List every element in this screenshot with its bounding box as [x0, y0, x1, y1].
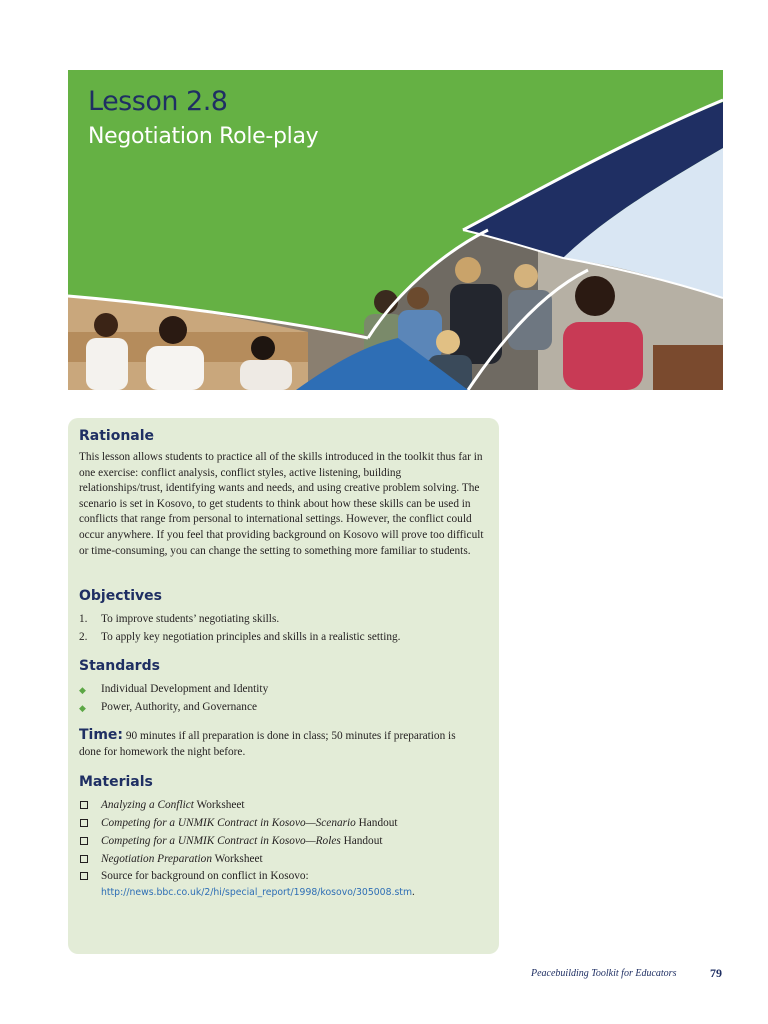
material-type: Worksheet: [211, 853, 263, 865]
material-title: Analyzing a Conflict: [101, 799, 194, 811]
source-label: Source for background on conflict in Kosovo:: [101, 870, 309, 882]
footer-publication-title: Peacebuilding Toolkit for Educators: [531, 968, 677, 979]
material-type: Handout: [355, 817, 398, 829]
checkbox-icon: [80, 872, 88, 880]
banner-graphic: [68, 70, 723, 390]
objectives-heading: Objectives: [79, 588, 162, 604]
lesson-title: Negotiation Role-play: [88, 124, 319, 149]
material-item: [79, 796, 489, 814]
objective-item: [79, 610, 489, 628]
time-text: 90 minutes if all preparation is done in class; 50 minutes if preparation is done for homework the night before.: [79, 730, 456, 758]
standard-text: Individual Development and Identity: [101, 683, 269, 695]
time-paragraph: [79, 728, 479, 760]
materials-list: [79, 796, 489, 901]
diamond-bullet-icon: ◆: [79, 685, 86, 695]
standard-item: [79, 698, 489, 716]
diamond-bullet-icon: ◆: [79, 703, 86, 713]
objective-number: 2.: [79, 631, 88, 643]
material-item: [79, 832, 489, 850]
source-link[interactable]: http://news.bbc.co.uk/2/hi/special_report/1998/kosovo/305008.stm: [101, 887, 413, 898]
time-label: Time:: [79, 727, 124, 743]
standards-heading: Standards: [79, 658, 160, 674]
material-title: Negotiation Preparation: [101, 853, 212, 865]
objective-item: [79, 628, 489, 646]
objective-number: 1.: [79, 613, 88, 625]
checkbox-icon: [80, 801, 88, 809]
standard-item: [79, 680, 489, 698]
checkbox-icon: [80, 819, 88, 827]
standards-list: [79, 680, 489, 716]
material-item: [79, 850, 489, 868]
source-period: .: [412, 886, 415, 898]
material-type: Worksheet: [193, 799, 245, 811]
material-type: Handout: [340, 835, 383, 847]
checkbox-icon: [80, 855, 88, 863]
objective-text: To apply key negotiation principles and skills in a realistic setting.: [101, 631, 401, 643]
page-number: 79: [710, 966, 722, 980]
material-title: Competing for a UNMIK Contract in Kosovo—Roles: [101, 835, 341, 847]
objective-text: To improve students’ negotiating skills.: [101, 613, 280, 625]
objectives-list: [79, 610, 489, 646]
lesson-number: Lesson 2.8: [88, 86, 228, 117]
material-item: [79, 868, 489, 901]
lesson-banner: [68, 70, 723, 390]
rationale-text: This lesson allows students to practice all of the skills introduced in the toolkit thus far in one exercise: conflict analysis, conflict styles, active listening, building relationships/trust, identifying wants and needs, and using creative problem solving. The scenario is set in Kosovo, to get students to think about how these skills can be used in conflicts that range from personal to international settings. However, the conflict could occur anywhere. If you feel that providing background on Kosovo will prove too difficult or time-consuming, you can change the setting to something more familiar to students.: [79, 451, 484, 557]
material-item: [79, 814, 489, 832]
standard-text: Power, Authority, and Governance: [101, 701, 257, 713]
materials-heading: Materials: [79, 774, 153, 790]
material-title: Competing for a UNMIK Contract in Kosovo—Scenario: [101, 817, 356, 829]
rationale-heading: Rationale: [79, 428, 155, 444]
checkbox-icon: [80, 837, 88, 845]
